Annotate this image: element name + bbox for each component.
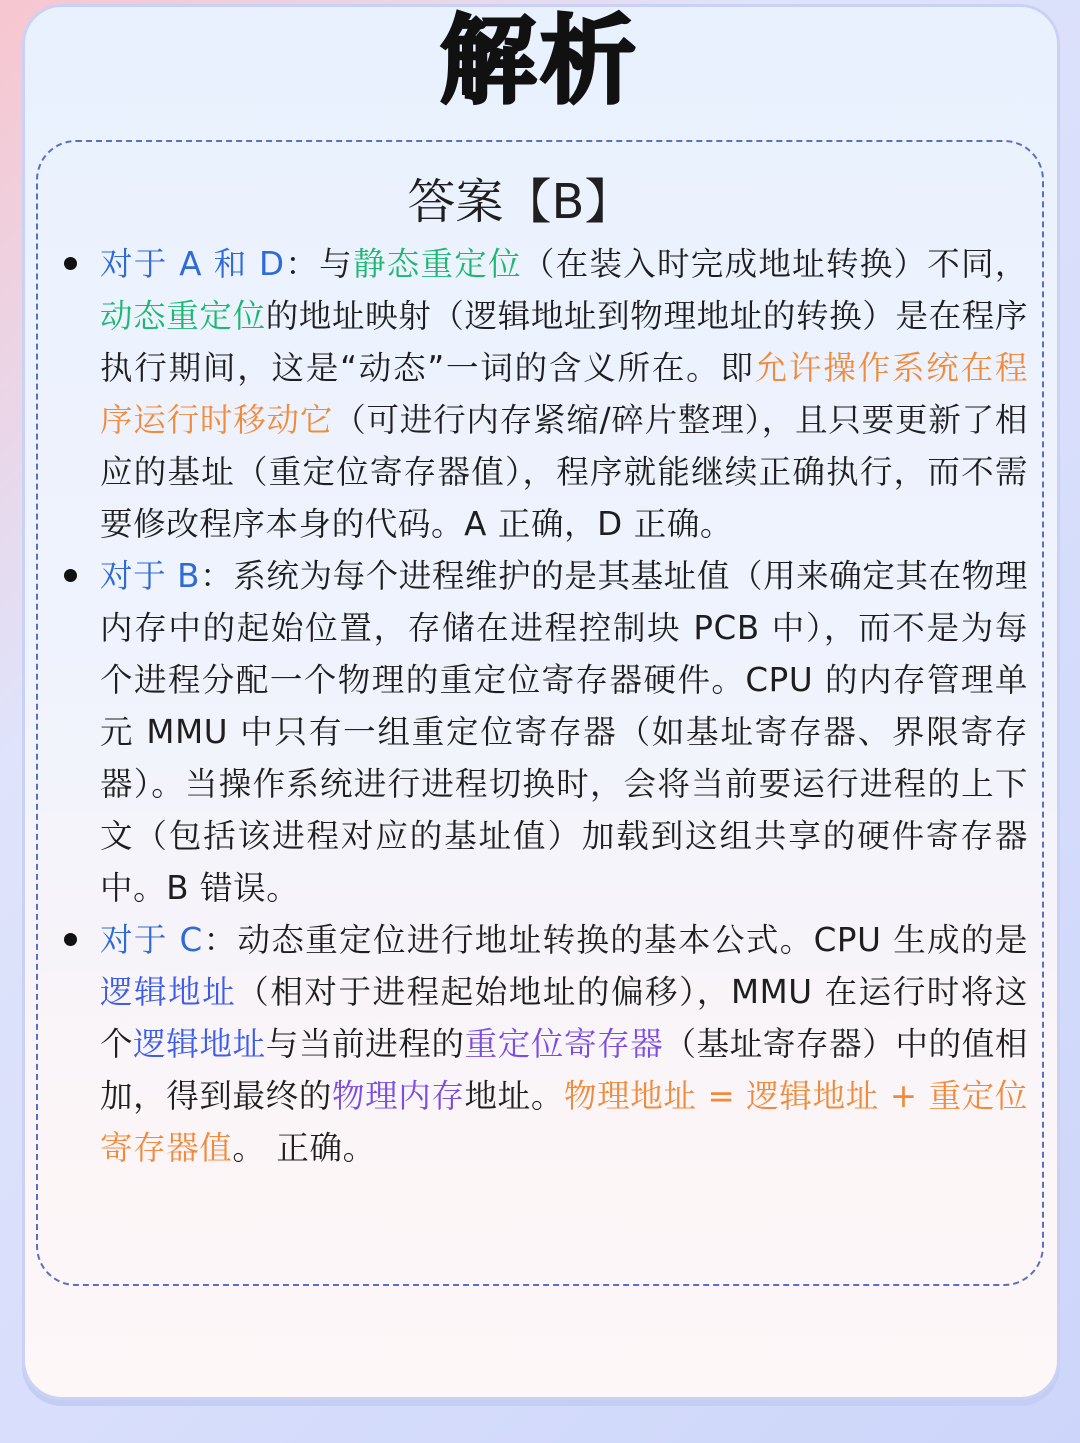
item-text: 。 正确。: [232, 1129, 376, 1167]
bullet-icon: [64, 257, 77, 270]
item-lead: 对于 C: [100, 921, 203, 959]
highlight-static-relocation: 静态重定位: [352, 245, 522, 283]
highlight-relocation-register: 重定位寄存器: [464, 1025, 664, 1063]
item-text: 地址。: [464, 1077, 564, 1115]
highlight-physical-memory: 物理内存: [331, 1077, 465, 1115]
item-text: ：动态重定位进行地址转换的基本公式。CPU 生成的是: [202, 921, 1028, 959]
item-text: ：与: [284, 245, 353, 283]
bullet-icon: [64, 569, 77, 582]
item-lead: 对于 A 和 D: [100, 245, 285, 283]
item-text: （在装入时完成地址转换）不同，: [521, 245, 1028, 283]
answer-label: 答案【B】: [407, 174, 633, 230]
item-text: ：系统为每个进程维护的是其基址值（用来确定其在物理内存中的起始位置，存储在进程控制块 PCB 中），而不是为每个进程分配一个物理的重定位寄存器硬件。CPU 的内存管理单元 MMU 中只有一组重定位寄存器（如基址寄存器、界限寄存器）。当操作系统进行进程切换时，会将当前要运行进程的上下文（包括该进程对应的基址值）加载到这组共享的硬件寄存器中。B 错误。: [100, 557, 1028, 907]
highlight-logical-address: 逻辑地址: [100, 973, 237, 1011]
highlight-move-program: 允许操作系统在程序运行时移动它: [100, 349, 1028, 439]
item-text: 与当前进程的: [265, 1025, 465, 1063]
item-text: （相对于进程起始地址的偏移），MMU 在运行时将这个: [100, 973, 1028, 1063]
list-item-b: [64, 550, 1028, 914]
item-lead: 对于 B: [100, 557, 201, 595]
item-text: 的地址映射（逻辑地址到物理地址的转换）是在程序执行期间，这是“动态”一词的含义所在。即: [100, 297, 1028, 387]
analysis-list: [64, 238, 1028, 1174]
item-text: （基址寄存器）中的值相加，得到最终的: [100, 1025, 1028, 1115]
list-item-c: [64, 914, 1028, 1174]
highlight-formula: 物理地址 = 逻辑地址 + 重定位寄存器值: [100, 1077, 1028, 1167]
list-item-a-d: [64, 238, 1028, 550]
highlight-logical-address: 逻辑地址: [133, 1025, 266, 1063]
highlight-dynamic-relocation: 动态重定位: [100, 297, 266, 335]
item-text: （可进行内存紧缩/碎片整理），且只要更新了相应的基址（重定位寄存器值），程序就能继续正确执行，而不需要修改程序本身的代码。A 正确，D 正确。: [100, 401, 1029, 543]
bullet-icon: [64, 933, 77, 946]
page-title: 解析: [440, 5, 640, 117]
